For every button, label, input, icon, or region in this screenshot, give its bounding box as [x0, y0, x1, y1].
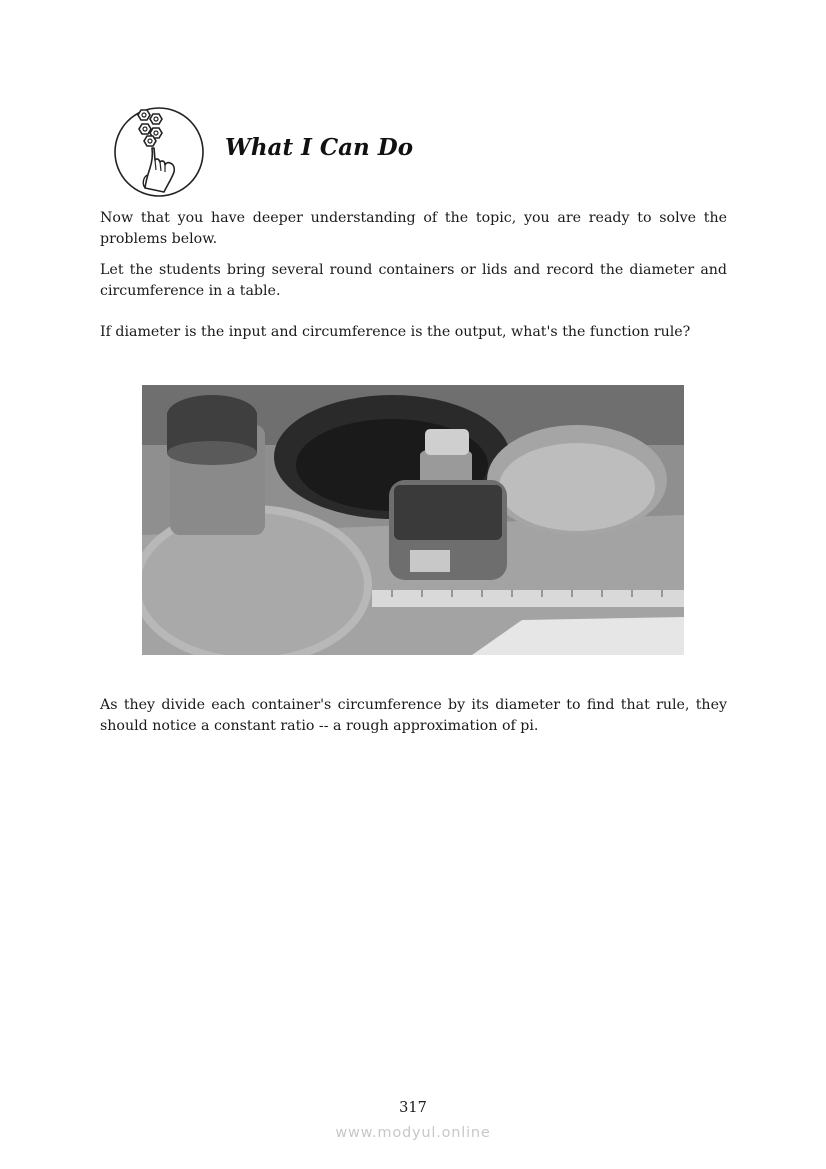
intro-paragraph: Now that you have deeper understanding of the topic, you are ready to solve the problems below.	[100, 210, 727, 247]
round-containers-photo	[142, 385, 684, 655]
section-title: What I Can Do	[225, 134, 414, 161]
pointing-hand-with-gears-icon	[112, 104, 206, 198]
section-header	[112, 104, 472, 200]
activity-paragraph: Let the students bring several round containers or lids and record the diameter and circumference in a table.	[100, 262, 727, 299]
question-paragraph: If diameter is the input and circumference is the output, what's the function rule?	[100, 324, 691, 340]
conclusion-paragraph: As they divide each container's circumference by its diameter to find that rule, they should notice a constant ratio -- a rough approximation of pi.	[100, 697, 727, 734]
watermark: www.modyul.online	[335, 1125, 491, 1141]
page-number: 317	[399, 1100, 427, 1116]
